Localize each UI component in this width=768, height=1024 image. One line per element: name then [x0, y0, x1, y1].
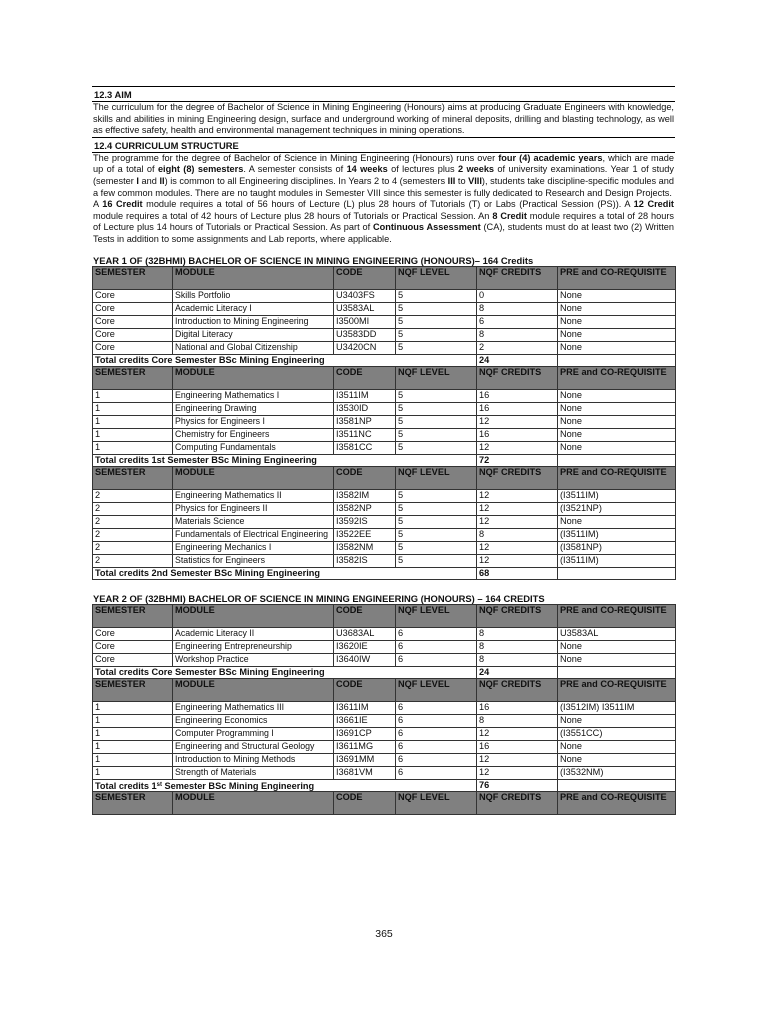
header-nqf-credits: NQF CREDITS	[477, 366, 558, 389]
cell-prerequisite: None	[558, 328, 676, 341]
cell-module: Introduction to Mining Engineering	[173, 315, 334, 328]
table-row	[93, 415, 676, 428]
table-row	[93, 489, 676, 502]
cell-code: I3511IM	[334, 389, 396, 402]
cell-nqf-credits: 12	[477, 515, 558, 528]
cell-prerequisite: (I3512IM) I3511IM	[558, 701, 676, 714]
cell-module: Physics for Engineers I	[173, 415, 334, 428]
cell-nqf-level: 5	[396, 528, 477, 541]
table-row	[93, 740, 676, 753]
structure-paragraph-1: The programme for the degree of Bachelor of Science in Mining Engineering (Honours) runs over four (4) academic years, which are made up of a total of eight (8) semesters. A semester consists of 14 weeks of lectures plus 2 weeks of university examinations. Year 1 of study (semester I and II) is common to all Engineering disciplines. In Years 2 to 4 (semesters III to VIII), students take discipline-specific modules and a few common modules. There are no taught modules in Semester VIII since this semester is fully dedicated to Research and Design Projects.	[93, 152, 675, 198]
table-header-row	[93, 266, 676, 289]
cell-nqf-credits: 16	[477, 402, 558, 415]
total-label: Total credits 2nd Semester BSc Mining Engineering	[93, 567, 477, 579]
cell-nqf-credits: 12	[477, 441, 558, 454]
header-semester: SEMESTER	[93, 466, 173, 489]
cell-module: National and Global Citizenship	[173, 341, 334, 354]
cell-nqf-level: 6	[396, 640, 477, 653]
table-row	[93, 653, 676, 666]
cell-nqf-credits: 2	[477, 341, 558, 354]
header-nqf-level: NQF LEVEL	[396, 266, 477, 289]
cell-nqf-credits: 12	[477, 415, 558, 428]
cell-code: I3691MM	[334, 753, 396, 766]
cell-prerequisite: None	[558, 389, 676, 402]
aim-text: The curriculum for the degree of Bachelor of Science in Mining Engineering (Honours) aims at producing Graduate Engineers with knowledge, skills and abilities in mining Engineering design, surface and underground working of mineral deposits, drilling and blasting technology, as well as effective safety, health and environmental management techniques in mining operations.	[93, 102, 674, 136]
cell-code: I3500MI	[334, 315, 396, 328]
total-label-text: Total credits 1	[95, 780, 157, 791]
total-value: 72	[477, 454, 558, 466]
year1-title: YEAR 1 OF (32BHMI) BACHELOR OF SCIENCE IN MINING ENGINEERING (HONOURS)– 164 Credits	[93, 254, 534, 266]
cell-code: U3403FS	[334, 289, 396, 302]
header-semester: SEMESTER	[93, 604, 173, 627]
table-row	[93, 541, 676, 554]
cell-semester: Core	[93, 341, 173, 354]
cell-prerequisite: None	[558, 753, 676, 766]
cell-module: Fundamentals of Electrical Engineering	[173, 528, 334, 541]
header-module: MODULE	[173, 466, 334, 489]
cell-semester: 1	[93, 441, 173, 454]
header-module: MODULE	[173, 678, 334, 701]
total-value: 76	[477, 779, 558, 791]
cell-nqf-level: 6	[396, 727, 477, 740]
total-row	[93, 666, 676, 678]
cell-prerequisite: U3583AL	[558, 627, 676, 640]
cell-code: U3683AL	[334, 627, 396, 640]
cell-prerequisite: None	[558, 714, 676, 727]
cell-nqf-credits: 16	[477, 740, 558, 753]
structure-paragraph-2: A 16 Credit module requires a total of 56 hours of Lecture (L) plus 28 hours of Tutorials (T) or Labs (Practical Session (PS)). A 12 Credit module requires a total of 42 hours of Lecture plus 28 hours of Tutorials or Practical Session. An 8 Credit module requires a total of 28 hours of Lecture plus 14 hours of Tutorials or Practical Session. As part of Continuous Assessment (CA), students must do at least two (2) Written Tests in addition to some assignments and Lab reports, where applicable.	[93, 199, 675, 244]
year1-table	[92, 266, 676, 580]
total-blank	[558, 567, 676, 579]
cell-nqf-level: 5	[396, 502, 477, 515]
cell-semester: 1	[93, 415, 173, 428]
table-row	[93, 753, 676, 766]
cell-nqf-credits: 12	[477, 541, 558, 554]
header-nqf-level: NQF LEVEL	[396, 604, 477, 627]
table-row	[93, 441, 676, 454]
total-blank	[558, 454, 676, 466]
cell-nqf-level: 5	[396, 428, 477, 441]
header-semester: SEMESTER	[93, 791, 173, 814]
header-prerequisite: PRE and CO-REQUISITE	[558, 466, 676, 489]
header-nqf-credits: NQF CREDITS	[477, 791, 558, 814]
total-value: 68	[477, 567, 558, 579]
cell-nqf-credits: 16	[477, 428, 558, 441]
total-label: Total credits Core Semester BSc Mining Engineering	[93, 666, 477, 678]
cell-semester: Core	[93, 653, 173, 666]
total-label	[93, 779, 477, 791]
table-row	[93, 640, 676, 653]
cell-module: Statistics for Engineers	[173, 554, 334, 567]
table-row	[93, 714, 676, 727]
table-row	[93, 727, 676, 740]
table-header-row	[93, 604, 676, 627]
cell-prerequisite: None	[558, 289, 676, 302]
cell-module: Engineering Mechanics I	[173, 541, 334, 554]
header-module: MODULE	[173, 791, 334, 814]
cell-module: Skills Portfolio	[173, 289, 334, 302]
cell-module: Engineering Entrepreneurship	[173, 640, 334, 653]
cell-semester: 2	[93, 502, 173, 515]
cell-semester: 2	[93, 515, 173, 528]
table-row	[93, 389, 676, 402]
cell-nqf-credits: 12	[477, 753, 558, 766]
table-row	[93, 289, 676, 302]
cell-module: Computing Fundamentals	[173, 441, 334, 454]
cell-semester: Core	[93, 302, 173, 315]
cell-semester: 1	[93, 766, 173, 779]
header-prerequisite: PRE and CO-REQUISITE	[558, 604, 676, 627]
header-semester: SEMESTER	[93, 678, 173, 701]
cell-semester: 2	[93, 489, 173, 502]
cell-code: I3581CC	[334, 441, 396, 454]
cell-prerequisite: (I3511IM)	[558, 554, 676, 567]
header-semester: SEMESTER	[93, 266, 173, 289]
cell-nqf-credits: 8	[477, 302, 558, 315]
cell-prerequisite: (I3521NP)	[558, 502, 676, 515]
cell-code: I3661IE	[334, 714, 396, 727]
total-blank	[558, 779, 676, 791]
structure-heading: 12.4 CURRICULUM STRUCTURE	[92, 137, 675, 153]
table-row	[93, 302, 676, 315]
cell-semester: 1	[93, 701, 173, 714]
cell-nqf-level: 5	[396, 341, 477, 354]
cell-prerequisite: None	[558, 740, 676, 753]
table-row	[93, 428, 676, 441]
table-row	[93, 402, 676, 415]
table-row	[93, 315, 676, 328]
cell-prerequisite: None	[558, 402, 676, 415]
cell-code: I3611MG	[334, 740, 396, 753]
total-label-text: Semester BSc Mining Engineering	[161, 780, 315, 791]
header-code: CODE	[334, 266, 396, 289]
cell-semester: Core	[93, 640, 173, 653]
cell-nqf-level: 6	[396, 766, 477, 779]
cell-semester: 1	[93, 727, 173, 740]
cell-nqf-credits: 0	[477, 289, 558, 302]
cell-module: Digital Literacy	[173, 328, 334, 341]
cell-semester: Core	[93, 627, 173, 640]
cell-code: I3530ID	[334, 402, 396, 415]
cell-code: I3582IS	[334, 554, 396, 567]
header-module: MODULE	[173, 604, 334, 627]
cell-nqf-level: 6	[396, 714, 477, 727]
cell-nqf-level: 6	[396, 740, 477, 753]
header-prerequisite: PRE and CO-REQUISITE	[558, 366, 676, 389]
cell-code: I3582NM	[334, 541, 396, 554]
cell-code: I3582IM	[334, 489, 396, 502]
cell-code: I3620IE	[334, 640, 396, 653]
cell-code: I3611IM	[334, 701, 396, 714]
cell-nqf-level: 6	[396, 627, 477, 640]
page-number: 365	[375, 928, 393, 940]
cell-prerequisite: None	[558, 302, 676, 315]
cell-prerequisite: (I3581NP)	[558, 541, 676, 554]
header-module: MODULE	[173, 366, 334, 389]
cell-nqf-credits: 8	[477, 328, 558, 341]
cell-semester: 1	[93, 753, 173, 766]
cell-prerequisite: (I3511IM)	[558, 528, 676, 541]
cell-nqf-credits: 12	[477, 727, 558, 740]
cell-semester: 1	[93, 389, 173, 402]
cell-nqf-level: 6	[396, 701, 477, 714]
total-label: Total credits 1st Semester BSc Mining Engineering	[93, 454, 477, 466]
header-code: CODE	[334, 678, 396, 701]
document-page	[92, 86, 675, 815]
cell-semester: 1	[93, 740, 173, 753]
cell-prerequisite: None	[558, 515, 676, 528]
cell-code: I3582NP	[334, 502, 396, 515]
cell-prerequisite: (I3551CC)	[558, 727, 676, 740]
table-row	[93, 554, 676, 567]
cell-nqf-credits: 8	[477, 627, 558, 640]
cell-module: Academic Literacy I	[173, 302, 334, 315]
header-nqf-credits: NQF CREDITS	[477, 266, 558, 289]
cell-module: Introduction to Mining Methods	[173, 753, 334, 766]
year2-title: YEAR 2 OF (32BHMI) BACHELOR OF SCIENCE IN MINING ENGINEERING (HONOURS) – 164 CREDITS	[93, 592, 545, 604]
cell-nqf-credits: 12	[477, 766, 558, 779]
cell-semester: 2	[93, 528, 173, 541]
table-row	[93, 328, 676, 341]
cell-module: Engineering Mathematics II	[173, 489, 334, 502]
cell-nqf-level: 5	[396, 328, 477, 341]
table-row	[93, 528, 676, 541]
table-row	[93, 341, 676, 354]
cell-nqf-credits: 6	[477, 315, 558, 328]
cell-nqf-credits: 8	[477, 528, 558, 541]
table-row	[93, 627, 676, 640]
cell-prerequisite: (I3532NM)	[558, 766, 676, 779]
cell-semester: Core	[93, 328, 173, 341]
cell-nqf-level: 5	[396, 289, 477, 302]
cell-code: I3681VM	[334, 766, 396, 779]
cell-semester: 1	[93, 402, 173, 415]
cell-nqf-credits: 8	[477, 640, 558, 653]
cell-nqf-level: 5	[396, 402, 477, 415]
cell-code: I3581NP	[334, 415, 396, 428]
cell-semester: Core	[93, 289, 173, 302]
table-header-row	[93, 466, 676, 489]
cell-nqf-credits: 8	[477, 714, 558, 727]
cell-module: Engineering Mathematics III	[173, 701, 334, 714]
cell-nqf-level: 5	[396, 415, 477, 428]
cell-prerequisite: (I3511IM)	[558, 489, 676, 502]
year2-table	[92, 604, 676, 815]
cell-nqf-level: 5	[396, 389, 477, 402]
total-row	[93, 567, 676, 579]
cell-code: I3511NC	[334, 428, 396, 441]
table-row	[93, 515, 676, 528]
cell-nqf-level: 5	[396, 554, 477, 567]
cell-prerequisite: None	[558, 428, 676, 441]
header-prerequisite: PRE and CO-REQUISITE	[558, 266, 676, 289]
cell-nqf-level: 5	[396, 541, 477, 554]
total-row	[93, 454, 676, 466]
header-nqf-level: NQF LEVEL	[396, 791, 477, 814]
cell-prerequisite: None	[558, 640, 676, 653]
cell-semester: 2	[93, 541, 173, 554]
table-row	[93, 766, 676, 779]
header-code: CODE	[334, 604, 396, 627]
cell-semester: 2	[93, 554, 173, 567]
cell-module: Engineering and Structural Geology	[173, 740, 334, 753]
header-nqf-level: NQF LEVEL	[396, 466, 477, 489]
cell-prerequisite: None	[558, 653, 676, 666]
cell-code: U3583AL	[334, 302, 396, 315]
cell-nqf-credits: 16	[477, 389, 558, 402]
header-code: CODE	[334, 466, 396, 489]
cell-nqf-credits: 16	[477, 701, 558, 714]
cell-prerequisite: None	[558, 315, 676, 328]
cell-nqf-credits: 8	[477, 653, 558, 666]
header-prerequisite: PRE and CO-REQUISITE	[558, 678, 676, 701]
cell-module: Strength of Materials	[173, 766, 334, 779]
cell-code: U3583DD	[334, 328, 396, 341]
header-code: CODE	[334, 791, 396, 814]
cell-nqf-credits: 12	[477, 554, 558, 567]
cell-module: Engineering Economics	[173, 714, 334, 727]
cell-semester: 1	[93, 428, 173, 441]
header-nqf-credits: NQF CREDITS	[477, 678, 558, 701]
cell-module: Engineering Drawing	[173, 402, 334, 415]
cell-nqf-credits: 12	[477, 489, 558, 502]
table-header-row	[93, 678, 676, 701]
table-header-row	[93, 366, 676, 389]
header-prerequisite: PRE and CO-REQUISITE	[558, 791, 676, 814]
cell-nqf-level: 5	[396, 441, 477, 454]
cell-code: I3640IW	[334, 653, 396, 666]
cell-nqf-level: 5	[396, 489, 477, 502]
cell-nqf-level: 6	[396, 653, 477, 666]
cell-module: Academic Literacy II	[173, 627, 334, 640]
cell-semester: 1	[93, 714, 173, 727]
cell-nqf-level: 5	[396, 302, 477, 315]
table-row	[93, 701, 676, 714]
total-value: 24	[477, 666, 558, 678]
cell-module: Materials Science	[173, 515, 334, 528]
cell-prerequisite: None	[558, 341, 676, 354]
table-row	[93, 502, 676, 515]
header-semester: SEMESTER	[93, 366, 173, 389]
header-nqf-credits: NQF CREDITS	[477, 604, 558, 627]
header-nqf-level: NQF LEVEL	[396, 678, 477, 701]
cell-module: Engineering Mathematics I	[173, 389, 334, 402]
cell-prerequisite: None	[558, 441, 676, 454]
header-module: MODULE	[173, 266, 334, 289]
cell-module: Workshop Practice	[173, 653, 334, 666]
cell-module: Physics for Engineers II	[173, 502, 334, 515]
total-blank	[558, 354, 676, 366]
cell-module: Chemistry for Engineers	[173, 428, 334, 441]
cell-nqf-level: 6	[396, 753, 477, 766]
cell-code: U3420CN	[334, 341, 396, 354]
cell-code: I3691CP	[334, 727, 396, 740]
cell-code: I3522EE	[334, 528, 396, 541]
total-label: Total credits Core Semester BSc Mining Engineering	[93, 354, 477, 366]
total-blank	[558, 666, 676, 678]
total-label-superscript: st	[156, 781, 162, 788]
total-value: 24	[477, 354, 558, 366]
total-row	[93, 779, 676, 791]
cell-nqf-credits: 12	[477, 502, 558, 515]
header-code: CODE	[334, 366, 396, 389]
cell-nqf-level: 5	[396, 315, 477, 328]
total-row	[93, 354, 676, 366]
cell-semester: Core	[93, 315, 173, 328]
header-nqf-credits: NQF CREDITS	[477, 466, 558, 489]
header-nqf-level: NQF LEVEL	[396, 366, 477, 389]
cell-nqf-level: 5	[396, 515, 477, 528]
cell-module: Computer Programming I	[173, 727, 334, 740]
cell-prerequisite: None	[558, 415, 676, 428]
cell-code: I3592IS	[334, 515, 396, 528]
table-header-row	[93, 791, 676, 814]
aim-heading: 12.3 AIM	[92, 86, 675, 102]
